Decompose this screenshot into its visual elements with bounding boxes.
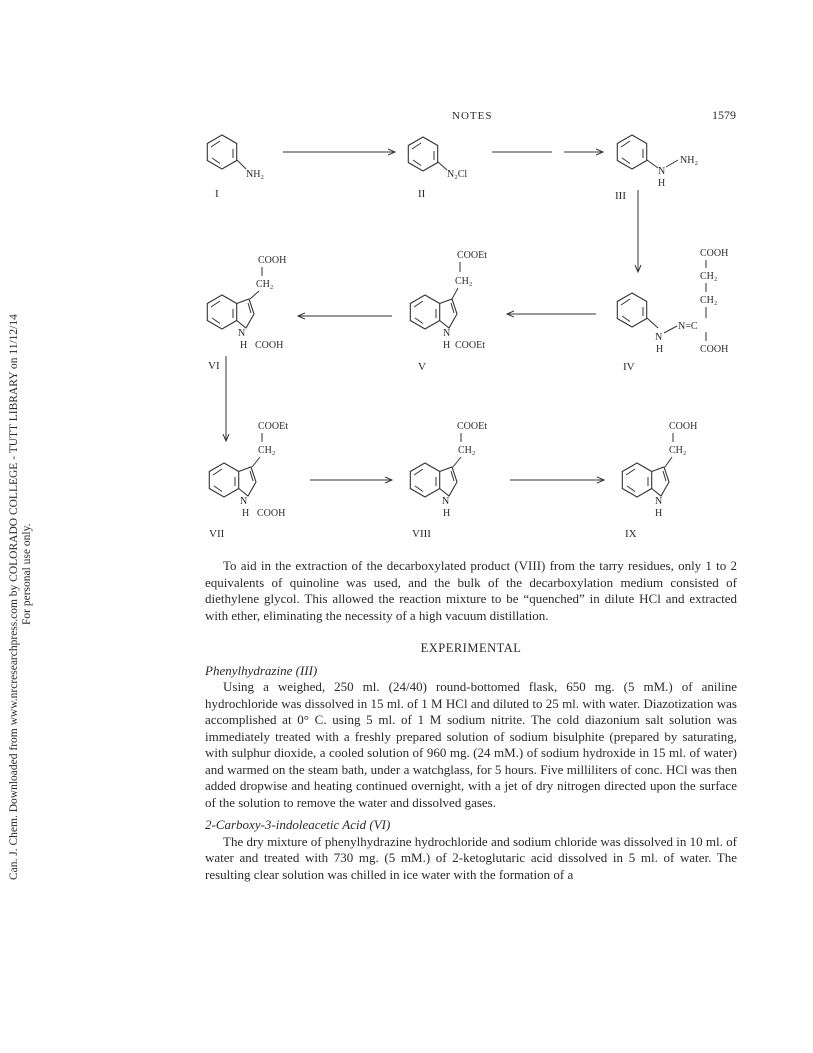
article-body bbox=[205, 558, 737, 883]
side-note-line-2: For personal use only. bbox=[21, 523, 33, 625]
compound-VII bbox=[209, 421, 288, 540]
running-title: NOTES bbox=[452, 110, 493, 122]
label-IV-ch2-a: CH₂ bbox=[700, 271, 718, 282]
compound-VI bbox=[207, 255, 286, 372]
label-VII-cooet-top: COOEt bbox=[258, 421, 288, 432]
label-IV-cooh-bottom: COOH bbox=[700, 344, 729, 355]
compound-number: I bbox=[215, 188, 219, 200]
label-VI-cooh-top: COOH bbox=[258, 255, 287, 266]
label-VIII-cooet-top: COOEt bbox=[457, 421, 487, 432]
page-number: 1579 bbox=[712, 108, 736, 122]
compound-number: IX bbox=[625, 528, 637, 540]
section-title-experimental: EXPERIMENTAL bbox=[420, 641, 522, 655]
compound-number: II bbox=[418, 188, 426, 200]
label-V-cooet-bottom: COOEt bbox=[455, 340, 485, 351]
label-IV-h: H bbox=[656, 344, 664, 355]
compound-number: VI bbox=[208, 360, 220, 372]
label-VIII-h: H bbox=[443, 508, 451, 519]
label-VI-ch2: CH₂ bbox=[256, 279, 274, 290]
label-VI-cooh-bottom: COOH bbox=[255, 340, 284, 351]
label-II-n2cl: N₂Cl bbox=[447, 169, 468, 180]
compound-number: III bbox=[615, 190, 626, 202]
compound-III bbox=[615, 135, 698, 202]
label-VI-n: N bbox=[238, 328, 246, 339]
label-IV-cooh-top: COOH bbox=[700, 248, 729, 259]
label-III-h: H bbox=[658, 178, 666, 189]
label-VIII-n: N bbox=[442, 496, 450, 507]
compound-number: VII bbox=[209, 528, 225, 540]
subhead-carboxy-indoleacetic-acid: 2-Carboxy-3-indoleacetic Acid (VI) bbox=[205, 817, 391, 832]
subhead-phenylhydrazine: Phenylhydrazine (III) bbox=[205, 662, 318, 678]
label-V-cooet-top: COOEt bbox=[457, 250, 487, 261]
compound-number: IV bbox=[623, 361, 635, 373]
compound-IV bbox=[617, 248, 728, 373]
compound-number: V bbox=[418, 361, 426, 373]
label-V-ch2: CH₂ bbox=[455, 276, 473, 287]
label-I-nh2: NH₂ bbox=[246, 169, 264, 180]
label-VIII-ch2: CH₂ bbox=[458, 445, 476, 456]
compound-I bbox=[207, 135, 264, 200]
label-IX-n: N bbox=[655, 496, 663, 507]
label-VII-n: N bbox=[240, 496, 248, 507]
compound-V bbox=[410, 250, 487, 373]
side-note-line-1: Can. J. Chem. Downloaded from www.nrcresearchpress.com by COLORADO COLLEGE - TUTT LIBRARY on 11/12/14 bbox=[8, 314, 20, 880]
label-VI-h: H bbox=[240, 340, 248, 351]
label-V-n: N bbox=[443, 328, 451, 339]
label-III-nh2: NH₂ bbox=[680, 155, 698, 166]
label-VII-cooh-bottom: COOH bbox=[257, 508, 286, 519]
compound-VIII bbox=[410, 421, 487, 540]
label-IX-ch2: CH₂ bbox=[669, 445, 687, 456]
compound-number: VIII bbox=[412, 528, 431, 540]
label-IV-n: N bbox=[655, 332, 663, 343]
label-VII-ch2: CH₂ bbox=[258, 445, 276, 456]
paragraph-phenylhydrazine: Using a weighed, 250 ml. (24/40) round-bottomed flask, 650 mg. (5 mM.) of aniline hydrochloride was dissolved in 15 ml. of 1 M HCl and diluted to 25 ml. with water. Diazotization was accomplished at 0° C. using 5 ml. of 1 M sodium nitrite. The cold diazonium salt solution was immediately treated with a freshly prepared solution of sodium bisulphite (prepared by saturating, with sulphur dioxide, a cooled solution of 960 mg. (24 mM.) of sodium hydroxide in 15 ml. of water) and warmed on the steam bath, under a watchglass, for 5 hours. Five milliliters of conc. HCl was then added dropwise and heating continued overnight, with a jet of dry nitrogen directed upon the surface of the solution to remove the water and dissolved gases. bbox=[205, 679, 737, 810]
label-III-n: N bbox=[658, 166, 666, 177]
label-IX-h: H bbox=[655, 508, 663, 519]
label-IX-cooh-top: COOH bbox=[669, 421, 698, 432]
intro-paragraph: To aid in the extraction of the decarboxylated product (VIII) from the tarry residues, only 1 to 2 equivalents of quinoline was used, and the bulk of the decarboxylation medium consisted of diethylene glycol. This allowed the reaction mixture to be “quenched” in dilute HCl and extracted with ether, eliminating the necessity of a high vacuum distillation. bbox=[205, 558, 737, 623]
label-IV-ch2-b: CH₂ bbox=[700, 295, 718, 306]
compound-II bbox=[408, 137, 467, 200]
paragraph-carboxy-indoleacetic-acid: The dry mixture of phenylhydrazine hydrochloride and sodium chloride was dissolved in 10 ml. of water and treated with 730 mg. (5 mM.) of 2-ketoglutaric acid dissolved in 5 ml. of water. The resulting clear solution was chilled in ice water with the formation of a bbox=[205, 833, 737, 882]
label-V-h: H bbox=[443, 340, 451, 351]
label-VII-h: H bbox=[242, 508, 250, 519]
label-IV-n-eq-c: N=C bbox=[678, 321, 698, 332]
compound-IX bbox=[622, 421, 697, 540]
